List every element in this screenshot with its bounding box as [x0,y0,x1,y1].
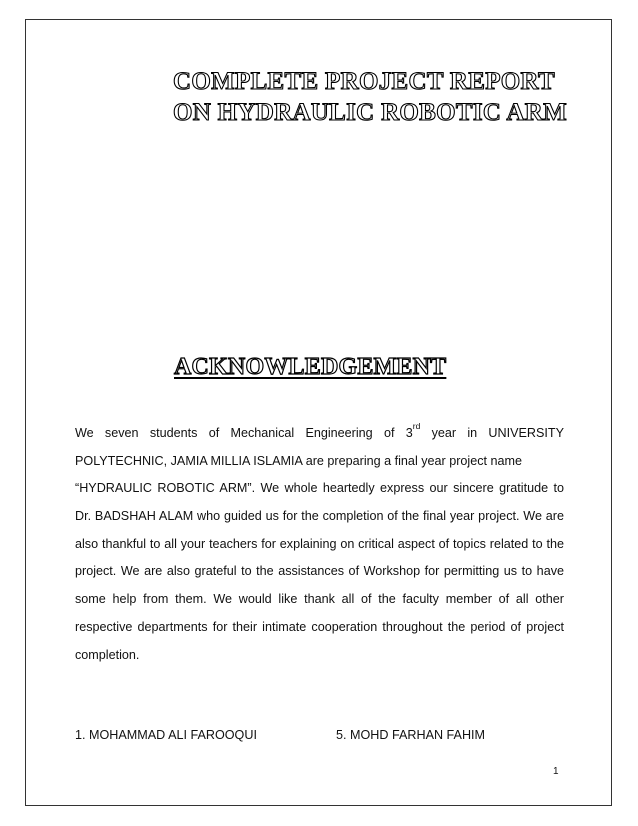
acknowledgement-heading: ACKNOWLEDGEMENT [174,354,447,380]
ordinal-superscript: rd [412,421,421,431]
student-list [75,728,564,748]
paragraph-line-1 [75,420,564,448]
paragraph-line-1-text: We seven students of Mechanical Engineering of 3 [75,426,413,440]
student-name-5: 5. MOHD FARHAN FAHIM [336,728,486,742]
student-name-1: 1. MOHAMMAD ALI FAROOQUI [75,728,257,742]
paragraph-line-1-end: year in UNIVERSITY [420,426,564,440]
paragraph-line-7: some help from them. We would like thank all of the faculty member of all other [75,592,564,607]
paragraph-line-5: also thankful to all your teachers for explaining on critical aspect of topics related to the [75,536,564,551]
paragraph-line-2: POLYTECHNIC, JAMIA MILLIA ISLAMIA are preparing a final year project name [75,453,523,468]
paragraph-line-6: project. We are also grateful to the assistances of Workshop for permitting us to have [75,564,564,579]
paragraph-line-8: respective departments for their intimate cooperation throughout the period of project [75,619,564,634]
page-number: 1 [553,766,559,777]
report-title-line-2: ON HYDRAULIC ROBOTIC ARM [173,99,568,126]
paragraph-line-9: completion. [75,647,140,662]
paragraph-line-3: “HYDRAULIC ROBOTIC ARM”. We whole heartedly express our sincere gratitude to [75,481,564,496]
report-title-line-1: COMPLETE PROJECT REPORT [173,68,555,95]
page-border [25,19,612,806]
paragraph-line-4: Dr. BADSHAH ALAM who guided us for the completion of the final year project. We are [75,509,564,524]
report-title [173,66,567,128]
acknowledgement-paragraph [75,420,564,669]
